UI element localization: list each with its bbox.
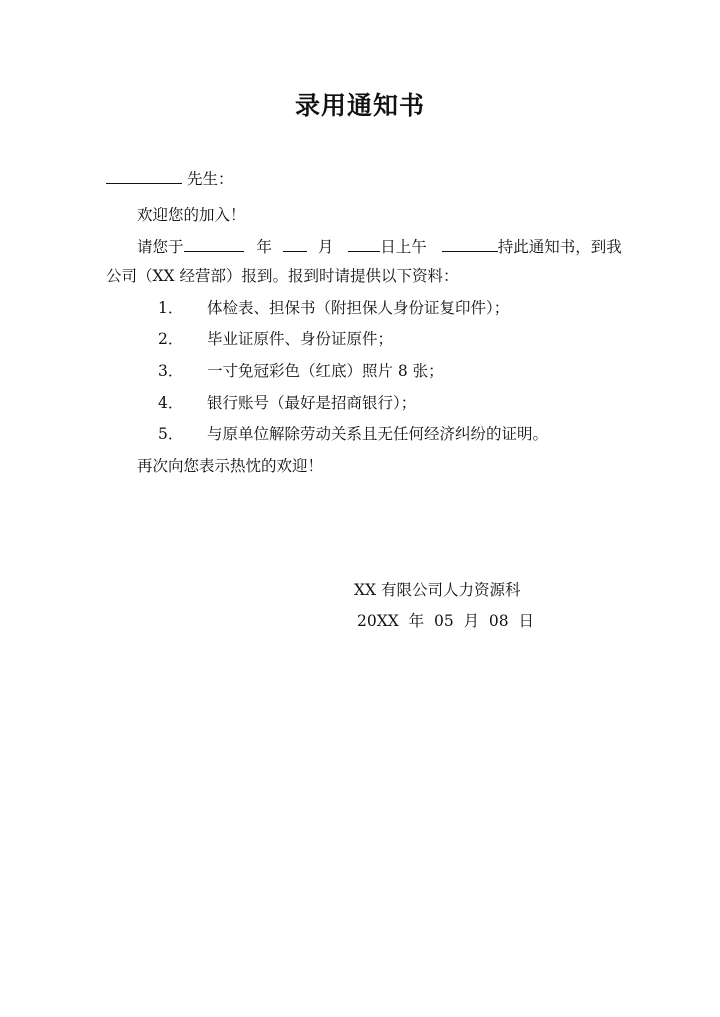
- list-item-number: 3．: [158, 362, 184, 380]
- instruction-part-5: 持此通知书，到我: [497, 238, 622, 256]
- name-blank: [106, 168, 182, 184]
- signature-date: 20XX 年 05 月 08 日: [357, 612, 535, 630]
- list-item: [158, 393, 416, 413]
- list-item: [158, 329, 393, 349]
- list-item-text: 与原单位解除劳动关系且无任何经济纠纷的证明。: [206, 425, 548, 443]
- salutation-suffix: 先生：: [186, 170, 234, 188]
- salutation-line: [106, 168, 233, 189]
- list-item-number: 4．: [158, 394, 184, 412]
- day-blank: [348, 236, 380, 252]
- welcome-text: 欢迎您的加入！: [137, 206, 246, 224]
- time-blank: [442, 236, 498, 252]
- instruction-part-4: 日上午: [380, 238, 427, 256]
- list-item: [158, 298, 509, 318]
- list-item-text: 银行账号（最好是招商银行）；: [206, 394, 417, 412]
- list-item-number: 2．: [158, 330, 184, 348]
- page-title: 录用通知书: [294, 91, 425, 120]
- closing-text: 再次向您表示热忱的欢迎！: [137, 457, 324, 475]
- list-item: [158, 361, 444, 381]
- instruction-continued: 公司（XX 经营部）报到。报到时请提供以下资料：: [106, 267, 459, 285]
- list-item-text: 体检表、担保书（附担保人身份证复印件）；: [206, 299, 510, 317]
- list-item-text: 毕业证原件、身份证原件；: [206, 330, 393, 348]
- list-item-number: 1．: [158, 299, 184, 317]
- instruction-part-2: 年: [256, 238, 272, 256]
- instruction-part-3: 月: [317, 238, 334, 256]
- list-item-text: 一寸免冠彩色（红底）照片 8 张；: [206, 362, 444, 380]
- list-item-number: 5．: [158, 425, 184, 443]
- list-item: [158, 424, 548, 444]
- month-blank: [283, 236, 307, 252]
- year-blank: [184, 236, 244, 252]
- instruction-part-1: 请您于: [137, 238, 184, 256]
- signature-company: XX 有限公司人力资源科: [354, 581, 521, 599]
- instruction-line: [137, 236, 622, 257]
